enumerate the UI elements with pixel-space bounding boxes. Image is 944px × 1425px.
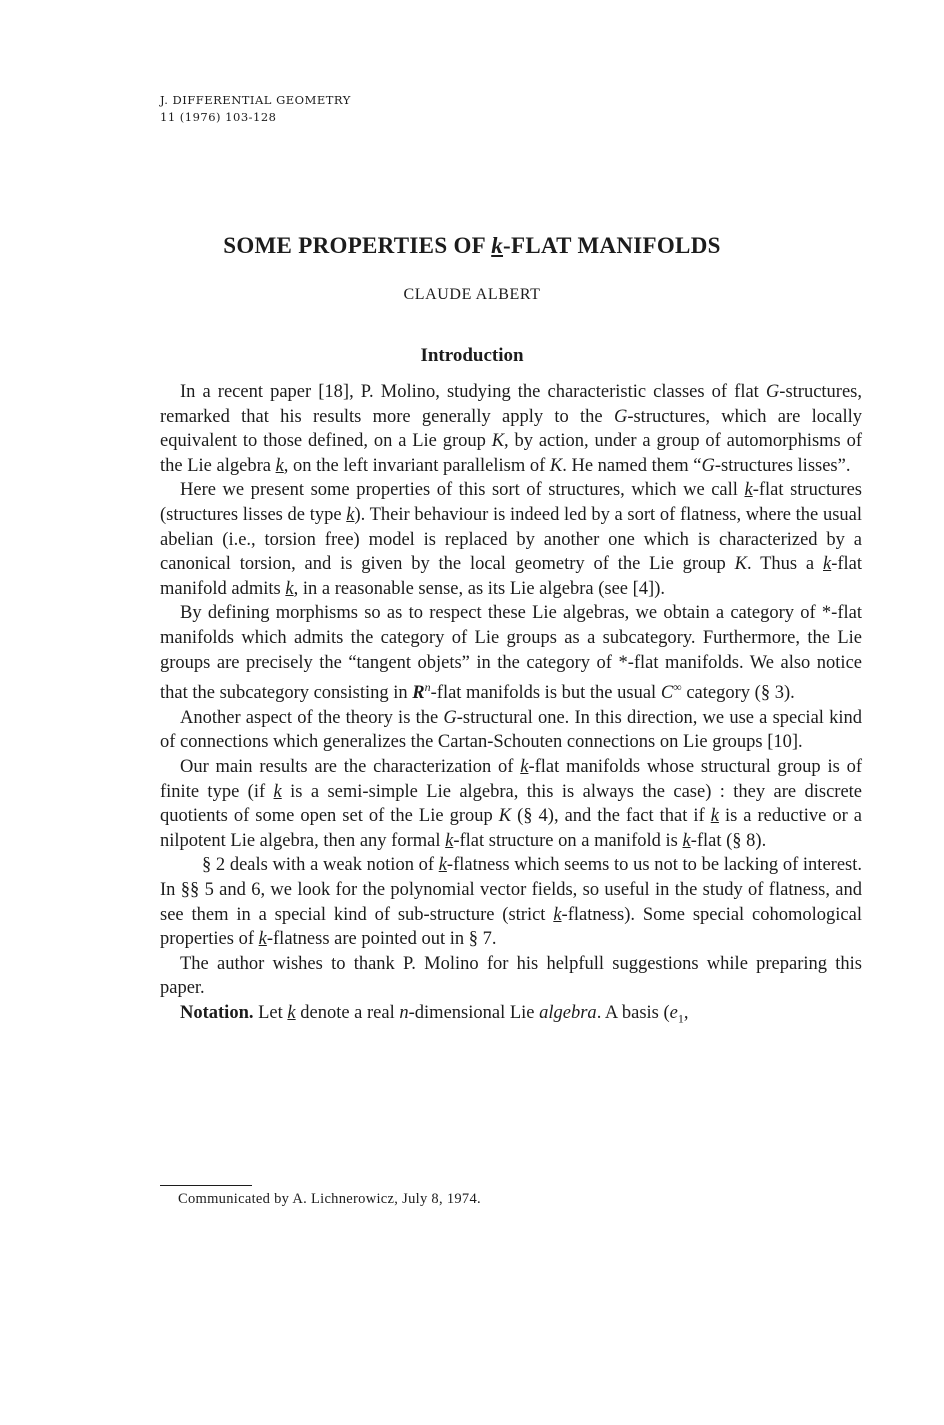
notation-paragraph: Notation. Let k denote a real n-dimensional Lie algebra. A basis ($e_1$, — [180, 1003, 689, 1026]
paragraph-1: In a recent paper [18], P. Molino, studying the characteristic classes of flat G-structures, remarked that his results more generally apply to the G-structures, which are locally equivalent to those defined, on a Lie group K, by action, under a group of automorphisms of the Lie algebra k, on the left invariant parallelism of K. He named them “G-structures lisses”. — [160, 382, 862, 476]
journal-header — [160, 92, 351, 126]
paper-author: CLAUDE ALBERT — [403, 286, 541, 303]
paragraph-5: Our main results are the characterization of k-flat manifolds whose structural group is of finite type (if k is a semi-simple Lie algebra, this is always the case) : they are discrete quotients of some open set of the Lie group K (§ 4), and the fact that if k is a reductive or a nilpotent Lie algebra, then any formal k-flat structure on a manifold is k-flat (§ 8). — [160, 757, 863, 851]
footnote: Communicated by A. Lichnerowicz, July 8, 1974. — [178, 1191, 481, 1207]
footnote-divider — [160, 1185, 252, 1186]
paragraph-7: The author wishes to thank P. Molino for his helpfull suggestions while preparing this paper. — [160, 953, 862, 999]
journal-citation: 11 (1976) 103-128 — [160, 110, 277, 124]
paragraph-6: § 2 deals with a weak notion of k-flatness which seems to us not to be lacking of interest. In §§ 5 and 6, we look for the polynomial vector fields, so useful in the study of flatness, and see them in a special kind of sub-structure (strict k-flatness). Some special cohomological properties of k-flatness are pointed out in § 7. — [160, 855, 862, 950]
notation-label: Notation. — [180, 1003, 254, 1023]
body-text — [160, 380, 862, 1031]
paragraph-2: Here we present some properties of this sort of structures, which we call k-flat structures (structures lisses de type k). Their behaviour is indeed led by a sort of flatness, where the usual abelian (i.e., torsion free) model is replaced by another one which is characterized by a canonical torsion, and is given by the local geometry of the Lie group K. Thus a k-flat manifold admits k, in a reasonable sense, as its Lie algebra (see [4]). — [160, 480, 863, 599]
section-heading: Introduction — [420, 345, 524, 366]
journal-name: J. DIFFERENTIAL GEOMETRY — [160, 93, 351, 107]
paragraph-3: By defining morphisms so as to respect these Lie algebras, we obtain a category of *-flat manifolds which admits the category of Lie groups as a subcategory. Furthermore, the Lie groups are precisely the “tangent objets” in the category of *-flat manifolds. We also notice that the subcategory consisting in $R^n$-flat manifolds is but the usual C∞ category (§ 3). — [160, 603, 862, 704]
paragraph-4: Another aspect of the theory is the G-structural one. In this direction, we use a special kind of connections which generalizes the Cartan-Schouten connections on Lie groups [10]. — [160, 707, 863, 753]
paper-title: SOME PROPERTIES OF k-FLAT MANIFOLDS — [223, 233, 721, 258]
